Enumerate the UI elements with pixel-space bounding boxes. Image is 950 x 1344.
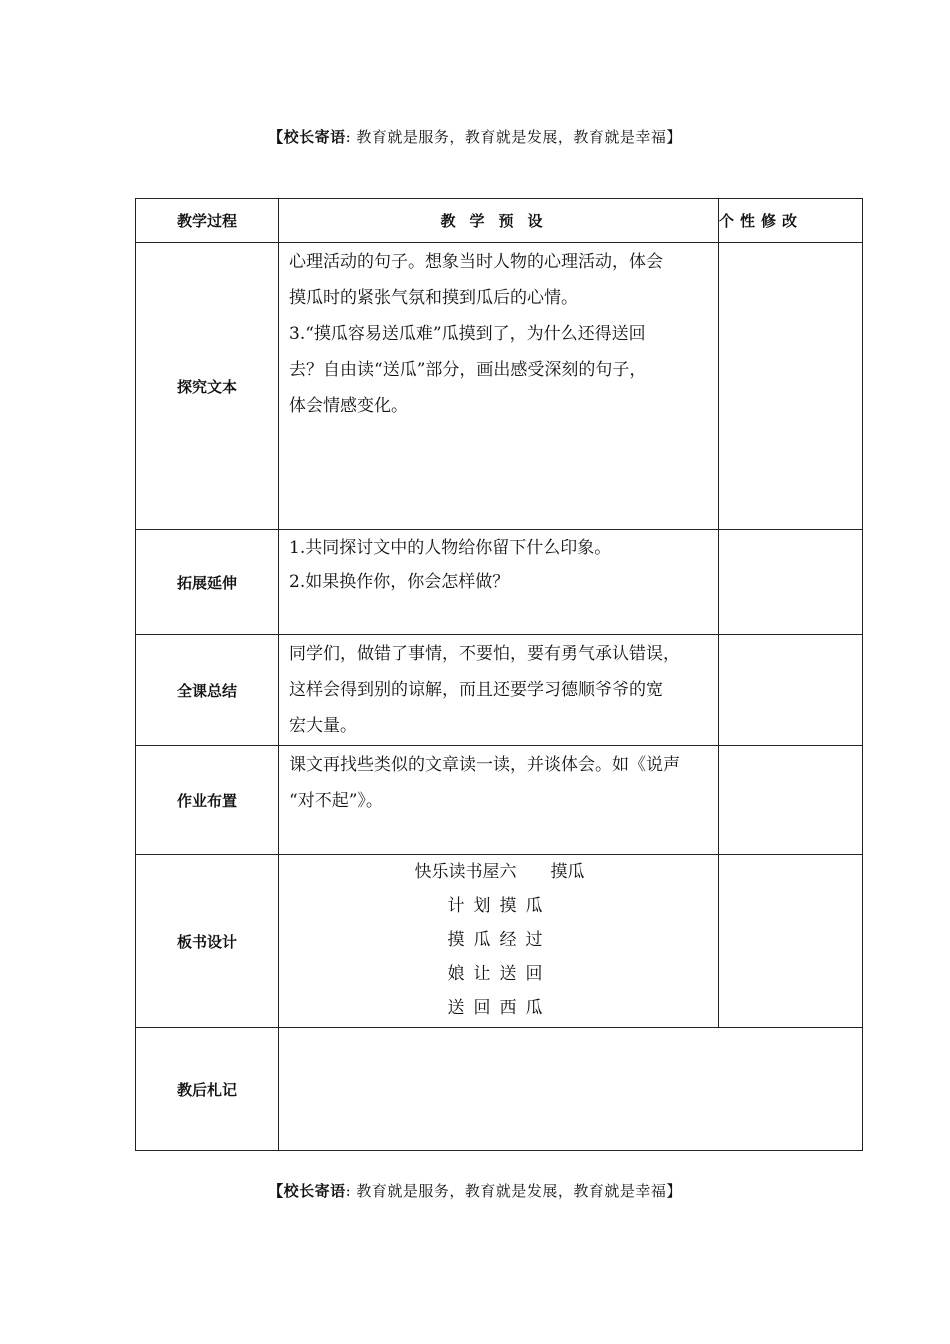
principal-motto-bottom — [0, 1180, 950, 1201]
content-line: 3.“摸瓜容易送瓜难”瓜摸到了，为什么还得送回 — [289, 324, 646, 344]
content-line: 课文再找些类似的文章读一读，并谈体会。如《说声 — [289, 755, 680, 775]
motto-prefix: 【 — [268, 128, 284, 146]
modify-cell-summary[interactable] — [719, 635, 863, 746]
content-extension — [279, 530, 719, 635]
board-line: 摸瓜经过 — [447, 930, 552, 950]
content-summary — [279, 635, 719, 746]
content-explore — [279, 243, 719, 530]
label-homework: 作业布置 — [136, 746, 279, 855]
label-explore: 探究文本 — [136, 243, 279, 530]
content-line: 1.共同探讨文中的人物给你留下什么印象。 — [289, 538, 612, 558]
content-line: 心理活动的句子。想象当时人物的心理活动，体会 — [289, 252, 663, 272]
content-line: 同学们，做错了事情，不要怕，要有勇气承认错误， — [289, 644, 680, 664]
modify-cell-explore[interactable] — [719, 243, 863, 530]
content-line: 体会情感变化。 — [289, 396, 408, 416]
motto-prefix: 【 — [268, 1182, 284, 1200]
lesson-plan-table — [135, 198, 863, 1151]
board-title: 快乐读书屋六 摸瓜 — [414, 862, 585, 882]
motto-label: 校长寄语 — [283, 1182, 346, 1200]
modify-cell-board[interactable] — [719, 855, 863, 1028]
content-line: 摸瓜时的紧张气氛和摸到瓜后的心情。 — [289, 288, 578, 308]
header-process: 教学过程 — [136, 199, 279, 243]
motto-label: 校长寄语 — [283, 128, 346, 146]
notes-cell[interactable] — [279, 1028, 863, 1151]
motto-text: : 教育就是服务，教育就是发展，教育就是幸福】 — [345, 128, 682, 146]
modify-cell-homework[interactable] — [719, 746, 863, 855]
board-line: 娘让送回 — [447, 964, 552, 984]
label-post-teaching-notes: 教后札记 — [136, 1028, 279, 1151]
content-homework — [279, 746, 719, 855]
row-explore-text — [136, 243, 863, 530]
label-board-design: 板书设计 — [136, 855, 279, 1028]
modify-cell-extension[interactable] — [719, 530, 863, 635]
board-line: 送回西瓜 — [447, 998, 552, 1018]
motto-text: : 教育就是服务，教育就是发展，教育就是幸福】 — [345, 1182, 682, 1200]
content-board-design — [279, 855, 719, 1028]
header-modify: 个性修改 — [719, 199, 863, 243]
header-plan: 教学预设 — [279, 199, 719, 243]
row-extension — [136, 530, 863, 635]
content-line: 去？自由读“送瓜”部分，画出感受深刻的句子， — [289, 360, 647, 380]
row-board-design — [136, 855, 863, 1028]
row-summary — [136, 635, 863, 746]
header-row — [136, 199, 863, 243]
label-extension: 拓展延伸 — [136, 530, 279, 635]
label-summary: 全课总结 — [136, 635, 279, 746]
content-line: 这样会得到别的谅解，而且还要学习德顺爷爷的宽 — [289, 680, 663, 700]
content-line: “对不起”》。 — [289, 791, 383, 811]
principal-motto-top — [0, 126, 950, 147]
row-homework — [136, 746, 863, 855]
row-post-teaching-notes — [136, 1028, 863, 1151]
content-line: 宏大量。 — [289, 716, 357, 736]
board-line: 计划摸瓜 — [447, 896, 552, 916]
content-line: 2.如果换作你，你会怎样做？ — [289, 572, 510, 592]
